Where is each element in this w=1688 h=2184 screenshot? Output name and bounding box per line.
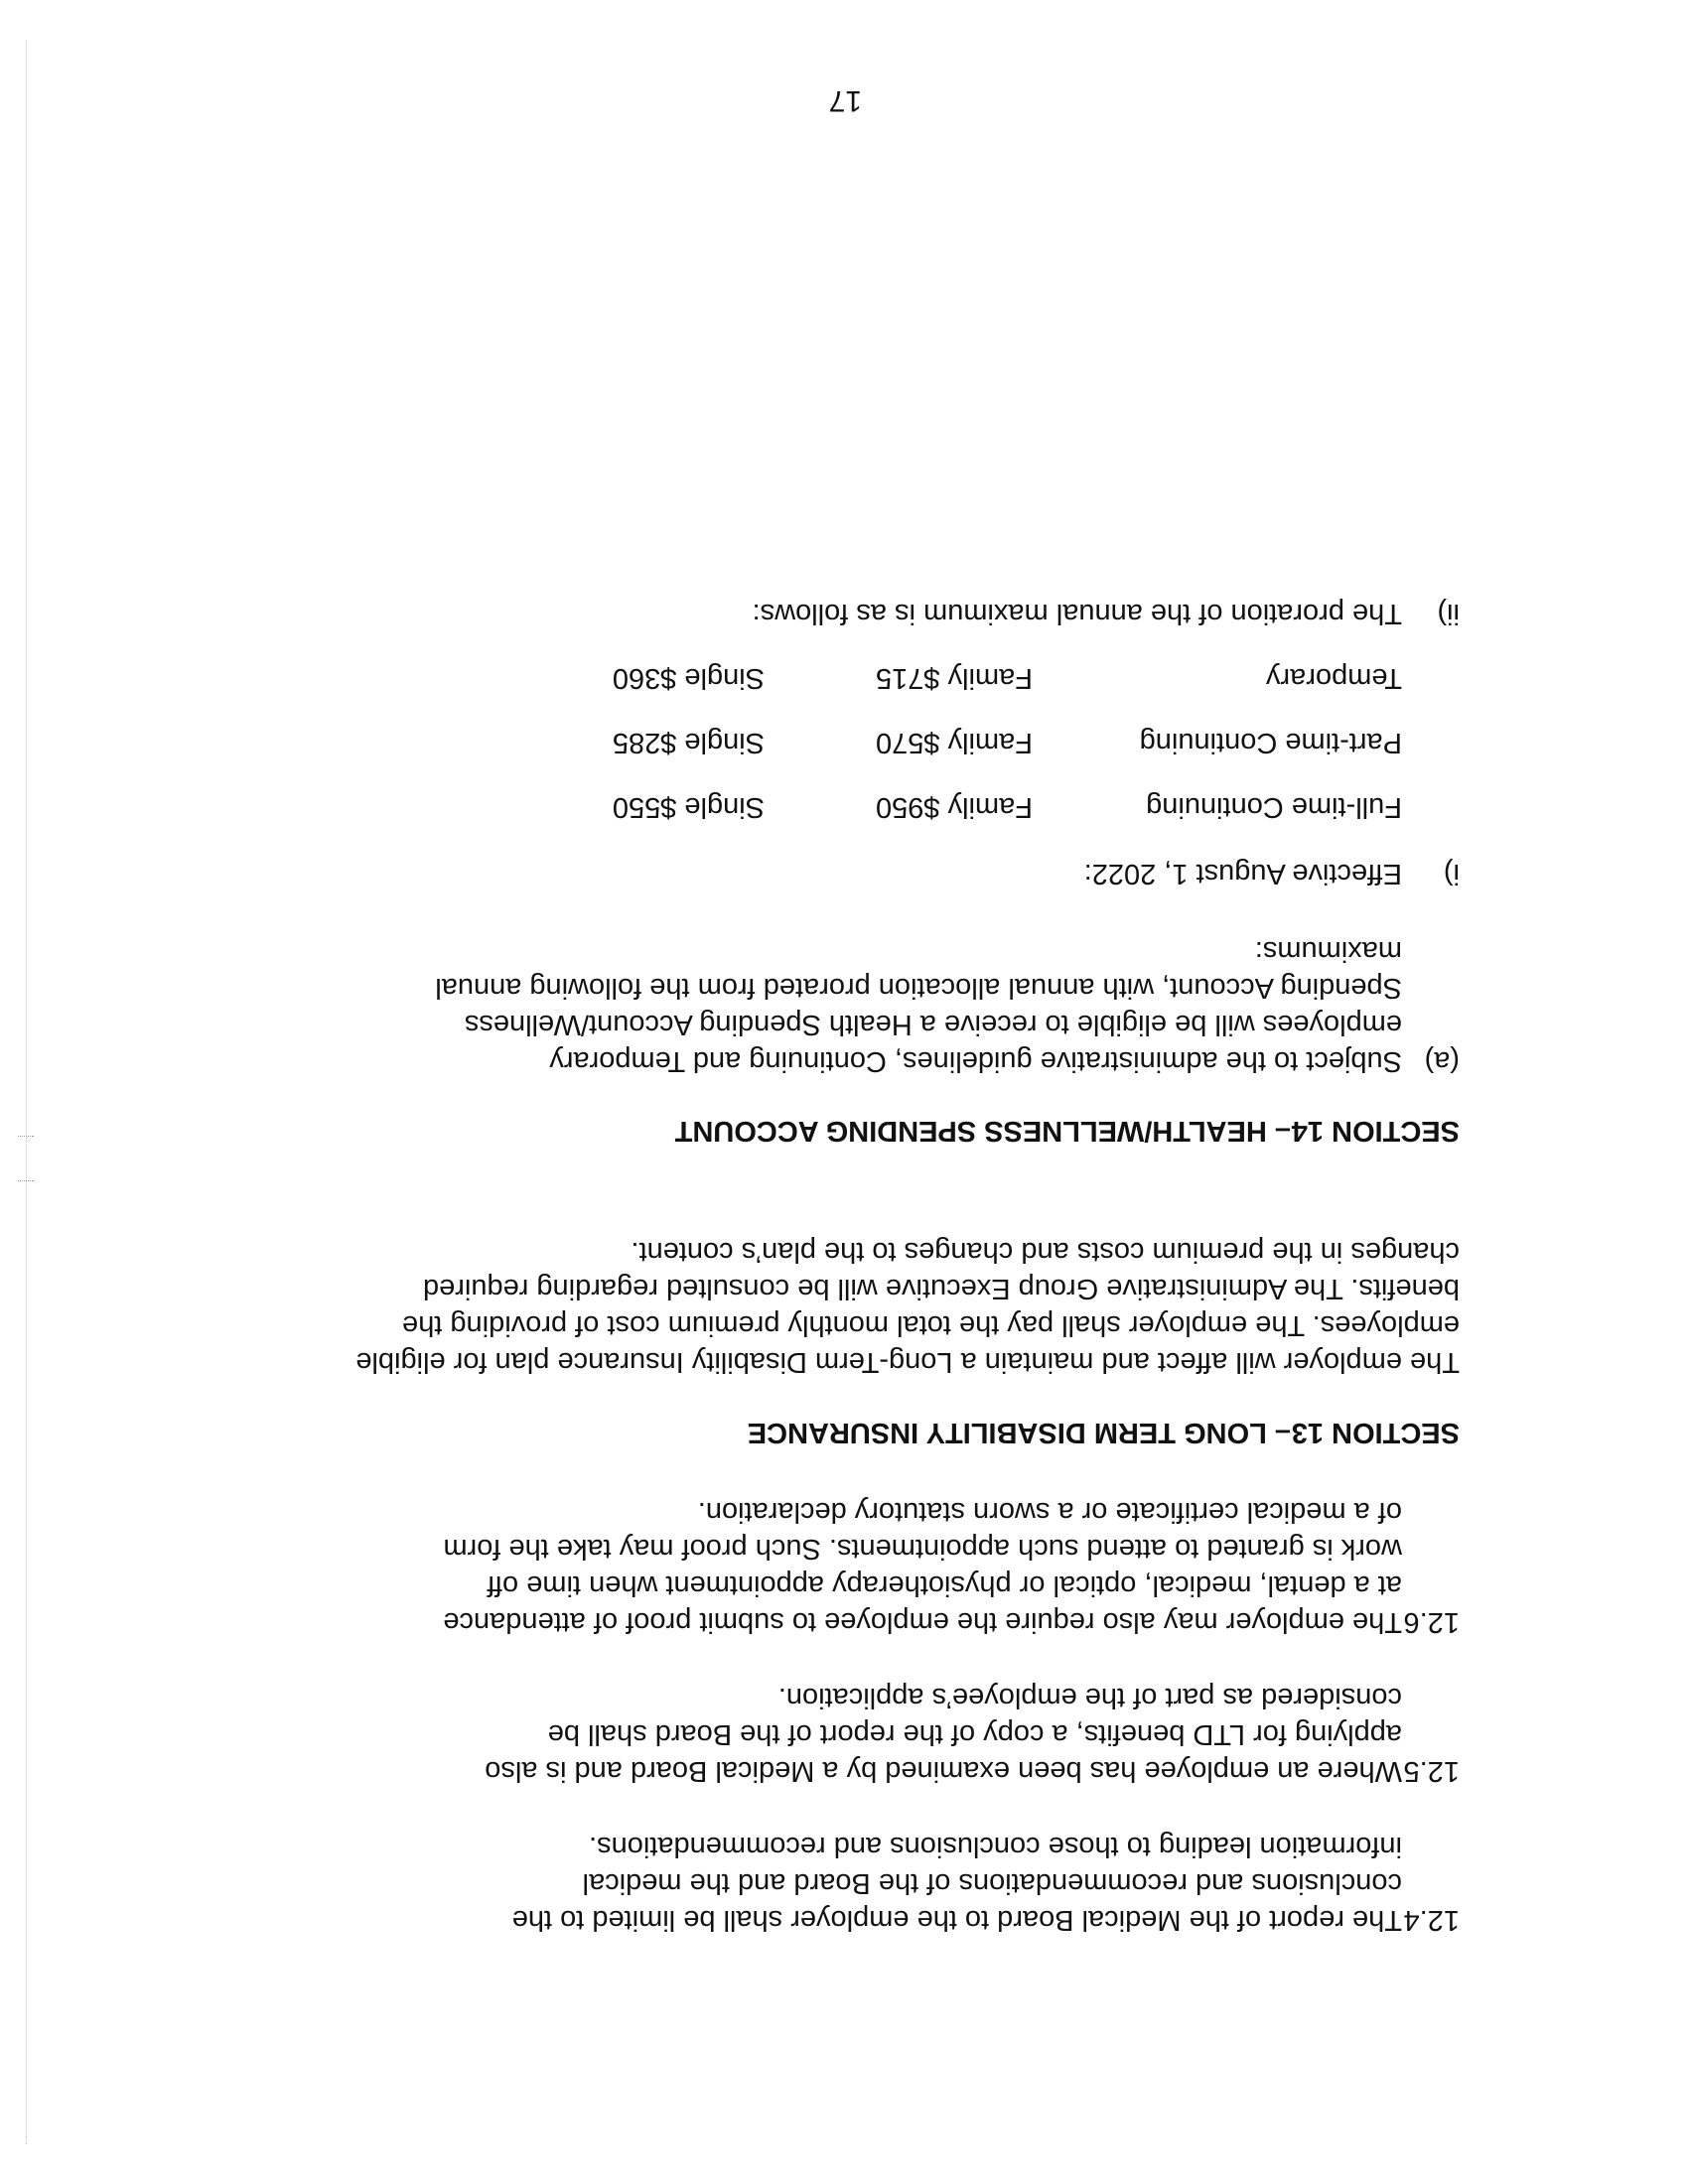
clause-number: 12.5 <box>1403 1755 1460 1787</box>
clause-line: information leading to those conclusions and recommendations. <box>589 1831 1402 1862</box>
allocation-table <box>228 626 1460 825</box>
table-cell-single: Single $360 <box>612 662 765 694</box>
clause-12-6 <box>228 1493 1460 1640</box>
section-title: – LONG TERM DISABILITY INSURANCE <box>747 1417 1291 1448</box>
section-14-item-ii <box>228 595 1460 631</box>
clause-12-4 <box>228 1828 1460 1938</box>
item-text: Effective August 1, 2022: <box>1083 858 1402 889</box>
table-cell-type: Temporary <box>1266 662 1402 694</box>
section-14-item-i <box>228 855 1460 891</box>
clause-line: of a medical certificate or a sworn statutory declaration. <box>697 1496 1402 1528</box>
section-13-body <box>228 1233 1460 1380</box>
clause-line: work is granted to attend such appointments. Such proof may take the form <box>443 1533 1402 1565</box>
table-cell-single: Single $550 <box>612 791 765 823</box>
table-cell-single: Single $285 <box>612 727 765 758</box>
clause-line: applying for LTD benefits, a copy of the report of the Board shall be <box>547 1718 1402 1750</box>
section-14-item-a <box>228 932 1460 1079</box>
clause-line: conclusions and recommendations of the Board and the medical <box>582 1867 1402 1899</box>
table-cell-type: Full-time Continuing <box>1146 791 1402 823</box>
section-number: SECTION 14 <box>1291 1115 1460 1147</box>
table-cell-family: Family $950 <box>876 791 1033 823</box>
section-13-heading <box>748 1414 1460 1450</box>
clause-number: 12.4 <box>1403 1904 1460 1936</box>
clause-line: The report of the Medical Board to the employer shall be limited to the <box>511 1904 1402 1936</box>
table-cell-type: Part-time Continuing <box>1139 727 1402 758</box>
clause-line: at a dental, medical, optical or physiotherapy appointment when time off <box>487 1570 1402 1601</box>
item-line: employees will be eligible to receive a Health Spending Account/Wellness <box>464 1009 1402 1040</box>
clause-number: 12.6 <box>1403 1606 1460 1638</box>
clause-line: The employer may also require the employee to submit proof of attendance <box>443 1606 1402 1638</box>
item-marker: i) <box>1443 858 1460 889</box>
body-line: The employer will affect and maintain a Long-Term Disability Insurance plan for eligible <box>355 1346 1460 1378</box>
clause-line: considered as part of the employee’s application. <box>777 1682 1402 1713</box>
clause-12-5 <box>228 1679 1460 1789</box>
item-text: The proration of the annual maximum is as follows: <box>752 598 1402 629</box>
scan-edge-mark <box>18 1180 34 1181</box>
clause-line: Where an employee has been examined by a Medical Board and is also <box>485 1755 1402 1787</box>
table-cell-family: Family $715 <box>876 662 1033 694</box>
table-cell-family: Family $570 <box>876 727 1033 758</box>
item-line: Spending Account, with annual allocation prorated from the following annual <box>435 972 1402 1004</box>
section-14-heading <box>675 1112 1460 1149</box>
scan-edge-line <box>26 40 27 2144</box>
section-title: – HEALTH/WELLNESS SPENDING ACCOUNT <box>674 1115 1291 1147</box>
section-number: SECTION 13 <box>1291 1417 1460 1448</box>
body-line: benefits. The Administrative Group Executive will be consulted regarding required <box>422 1273 1460 1304</box>
scan-edge-mark <box>18 1136 34 1137</box>
body-line: changes in the premium costs and changes to the plan’s content. <box>631 1236 1460 1268</box>
item-line: Subject to the administrative guidelines, Continuing and Temporary <box>549 1045 1402 1077</box>
page-number: 17 <box>828 84 862 117</box>
item-line: maximums: <box>1254 935 1402 967</box>
item-marker: (a) <box>1424 1045 1460 1077</box>
item-marker: ii) <box>1437 598 1460 629</box>
body-line: employees. The employer shall pay the total monthly premium cost of providing the <box>402 1309 1460 1341</box>
